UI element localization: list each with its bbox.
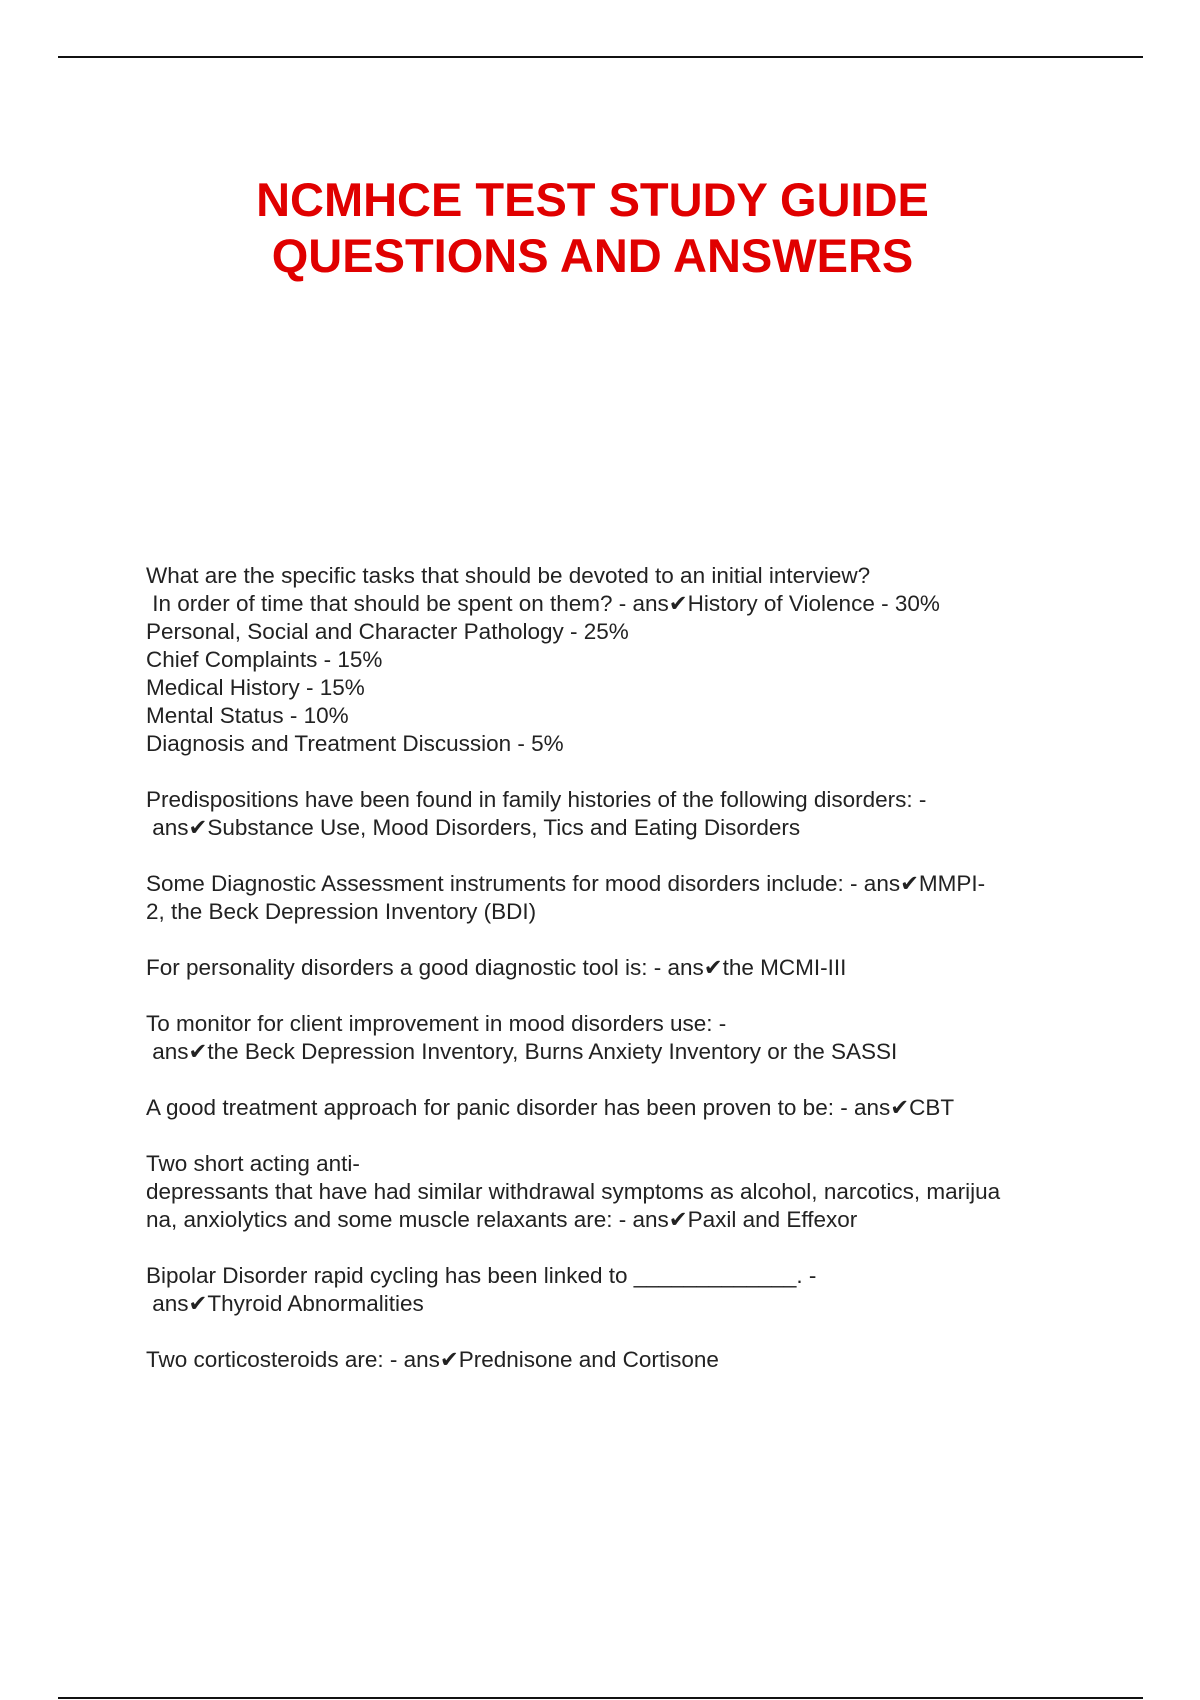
text-line: ans✔Substance Use, Mood Disorders, Tics and Eating Disorders (146, 815, 801, 840)
text-line: Predispositions have been found in family histories of the following disorders: - (146, 787, 927, 812)
qa-entry-assessment-instruments (146, 870, 1086, 926)
text-line: Chief Complaints - 15% (146, 647, 383, 672)
title-line-2: QUESTIONS AND ANSWERS (271, 229, 914, 282)
qa-entry-predispositions (146, 786, 1086, 842)
qa-entry-monitor-improvement (146, 1010, 1086, 1066)
text-line: Two short acting anti- (146, 1151, 360, 1176)
qa-entry-panic-disorder (146, 1094, 1086, 1122)
text-line: na, anxiolytics and some muscle relaxants are: - ans✔Paxil and Effexor (146, 1207, 858, 1232)
qa-entry-corticosteroids (146, 1346, 1086, 1374)
text-line: For personality disorders a good diagnostic tool is: - ans✔the MCMI-III (146, 955, 847, 980)
text-line: ans✔the Beck Depression Inventory, Burns Anxiety Inventory or the SASSI (146, 1039, 898, 1064)
text-line: 2, the Beck Depression Inventory (BDI) (146, 899, 537, 924)
title-line-1: NCMHCE TEST STUDY GUIDE (256, 173, 929, 226)
text-line: Bipolar Disorder rapid cycling has been linked to _____________. - (146, 1263, 817, 1288)
bottom-rule (58, 1697, 1143, 1699)
text-line: Mental Status - 10% (146, 703, 349, 728)
text-line: Medical History - 15% (146, 675, 365, 700)
text-line: Some Diagnostic Assessment instruments for mood disorders include: - ans✔MMPI- (146, 871, 986, 896)
qa-entry-bipolar (146, 1262, 1086, 1318)
qa-entry-initial-interview (146, 562, 1086, 758)
text-line: What are the specific tasks that should be devoted to an initial interview? (146, 563, 871, 588)
text-line: depressants that have had similar withdrawal symptoms as alcohol, narcotics, marijua (146, 1179, 1001, 1204)
text-line: Diagnosis and Treatment Discussion - 5% (146, 731, 564, 756)
text-line: ans✔Thyroid Abnormalities (146, 1291, 424, 1316)
document-title (0, 172, 1185, 284)
qa-entry-personality-disorders (146, 954, 1086, 982)
text-line: In order of time that should be spent on them? - ans✔History of Violence - 30% (146, 591, 940, 616)
text-line: Personal, Social and Character Pathology - 25% (146, 619, 629, 644)
text-line: To monitor for client improvement in mood disorders use: - (146, 1011, 727, 1036)
text-line: A good treatment approach for panic disorder has been proven to be: - ans✔CBT (146, 1095, 955, 1120)
qa-list (146, 562, 1086, 1402)
text-line: Two corticosteroids are: - ans✔Prednisone and Cortisone (146, 1347, 719, 1372)
qa-entry-antidepressants (146, 1150, 1086, 1234)
top-rule (58, 56, 1143, 58)
